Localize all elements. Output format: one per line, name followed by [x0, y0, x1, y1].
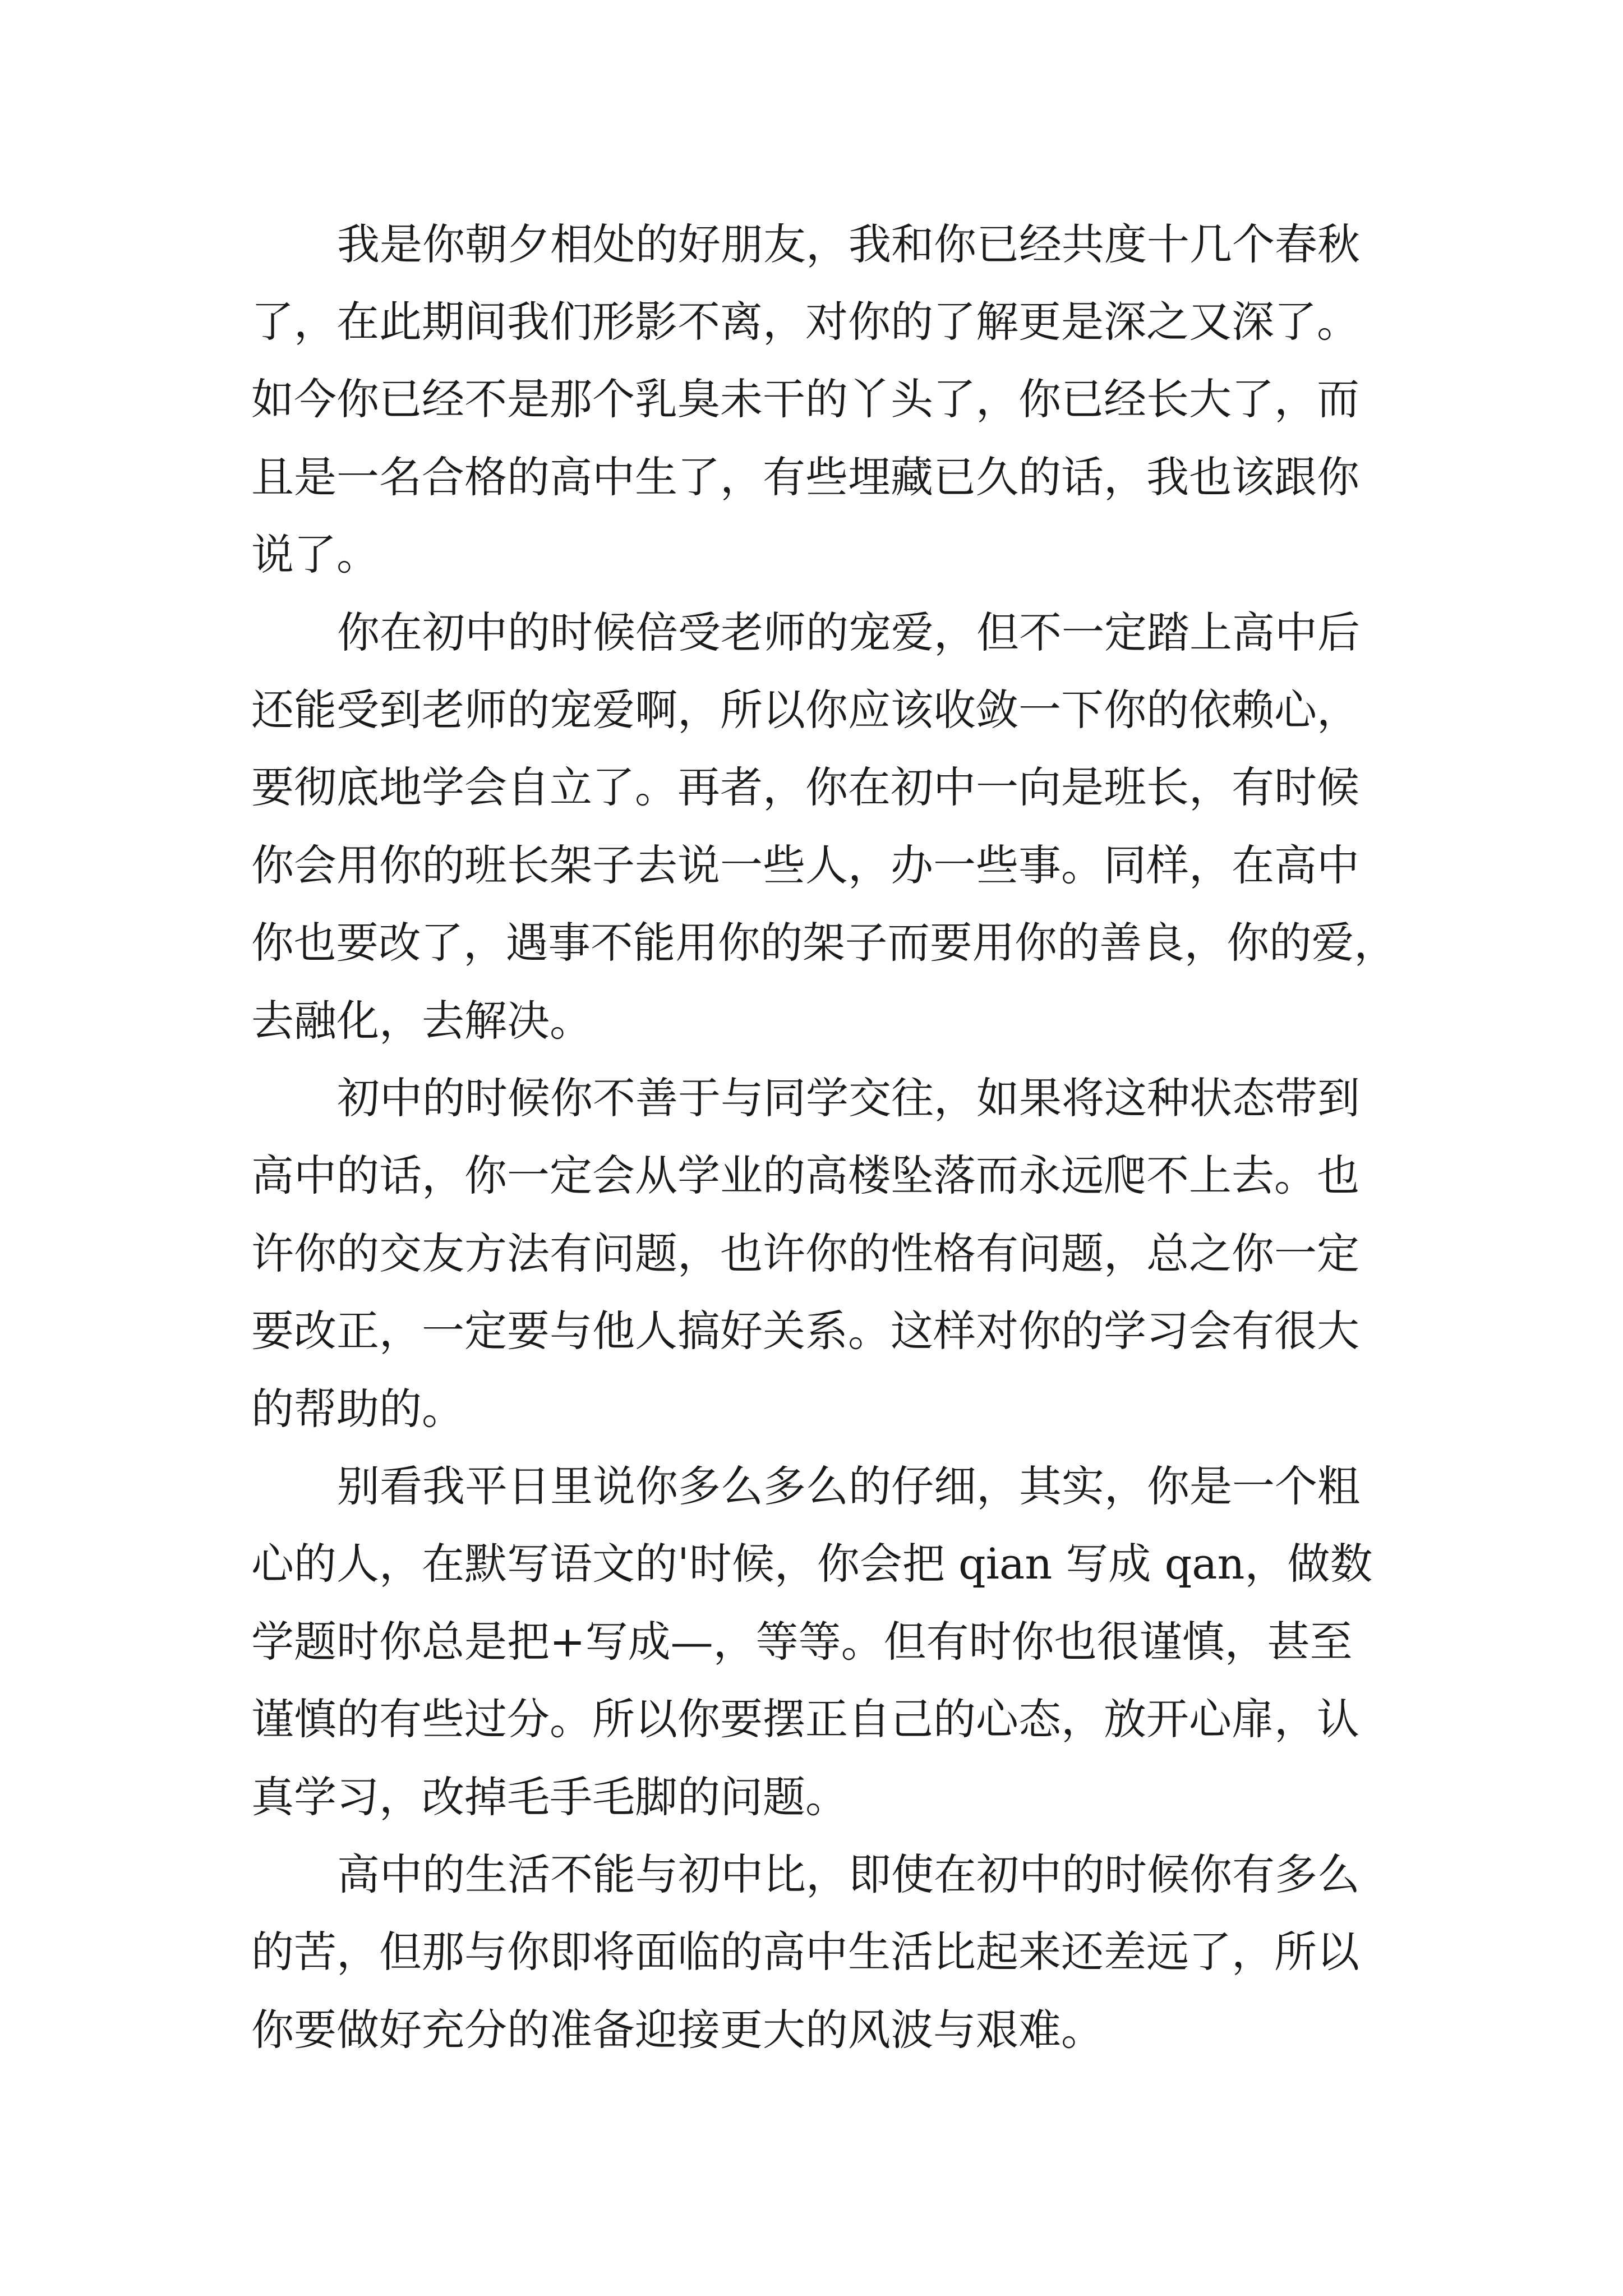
- line-text: 要改正，一定要与他人搞好关系。这样对你的学习会有很大: [251, 1306, 1359, 1356]
- line-text: 你会用你的班长架子去说一些人，办一些事。同样，在高中: [251, 840, 1359, 890]
- line-text: 要彻底地学会自立了。再者，你在初中一向是班长，有时候: [251, 762, 1359, 812]
- line-text: 许你的交友方法有问题，也许你的性格有问题，总之你一定: [251, 1228, 1359, 1278]
- paragraph-4-line-1: [0, 1447, 1623, 1526]
- line-text: 的帮助的。: [251, 1384, 464, 1434]
- line-text: 去融化，去解决。: [251, 996, 592, 1046]
- paragraph-2-line-4: [0, 826, 1623, 905]
- paragraph-3-line-5: [0, 1370, 1623, 1448]
- line-text: 我是你朝夕相处的好朋友，我和你已经共度十几个春秋: [337, 219, 1360, 269]
- line-text: 还能受到老师的宠爱啊，所以你应该收敛一下你的依赖心，: [251, 685, 1359, 735]
- paragraph-3-line-1: [0, 1059, 1623, 1138]
- line-text: 谨慎的有些过分。所以你要摆正自己的心态，放开心扉，认: [251, 1694, 1359, 1744]
- paragraph-1-line-5: [0, 516, 1623, 594]
- line-text: 学题时你总是把+写成—，等等。但有时你也很谨慎，甚至: [251, 1617, 1353, 1667]
- paragraph-5-line-2: [0, 1913, 1623, 1991]
- paragraph-2-line-1: [0, 593, 1623, 672]
- paragraph-3-line-3: [0, 1214, 1623, 1293]
- paragraph-5-line-1: [0, 1835, 1623, 1914]
- line-text: 高中的话，你一定会从学业的高楼坠落而永远爬不上去。也: [251, 1151, 1359, 1200]
- line-text: 你要做好充分的准备迎接更大的风波与艰难。: [251, 2005, 1104, 2055]
- line-text: 且是一名合格的高中生了，有些埋藏已久的话，我也该跟你: [251, 452, 1359, 502]
- line-text: 心的人，在默写语文的'时候，你会把 qian 写成 qan，做数: [251, 1539, 1373, 1589]
- line-text: 的苦，但那与你即将面临的高中生活比起来还差远了，所以: [251, 1927, 1359, 1977]
- line-text: 你在初中的时候倍受老师的宠爱，但不一定踏上高中后: [337, 608, 1360, 657]
- paragraph-1-line-1: [0, 205, 1623, 284]
- paragraph-2-line-2: [0, 671, 1623, 749]
- paragraph-1-line-2: [0, 283, 1623, 361]
- paragraph-3-line-2: [0, 1137, 1623, 1215]
- paragraph-1-line-3: [0, 360, 1623, 439]
- paragraph-2-line-6: [0, 982, 1623, 1060]
- paragraph-4-line-5: [0, 1758, 1623, 1837]
- paragraph-5-line-3: [0, 1991, 1623, 2069]
- line-text: 真学习，改掉毛手毛脚的问题。: [251, 1772, 848, 1822]
- paragraph-3-line-4: [0, 1292, 1623, 1370]
- line-text: 别看我平日里说你多么多么的仔细，其实，你是一个粗: [337, 1461, 1360, 1511]
- paragraph-1-line-4: [0, 438, 1623, 517]
- paragraph-2-line-3: [0, 748, 1623, 827]
- paragraph-4-line-4: [0, 1680, 1623, 1759]
- line-text: 高中的生活不能与初中比，即使在初中的时候你有多么: [337, 1849, 1360, 1899]
- paragraph-4-line-2: [0, 1525, 1623, 1603]
- paragraph-4-line-3: [0, 1603, 1623, 1681]
- line-text: 如今你已经不是那个乳臭未干的丫头了，你已经长大了，而: [251, 374, 1359, 424]
- line-text: 了，在此期间我们形影不离，对你的了解更是深之又深了。: [251, 297, 1359, 347]
- line-text: 初中的时候你不善于与同学交往，如果将这种状态带到: [337, 1073, 1360, 1123]
- line-text: 说了。: [251, 530, 379, 579]
- paragraph-2-line-5: [0, 904, 1623, 982]
- line-text: 你也要改了，遇事不能用你的架子而要用你的善良，你的爱，: [251, 918, 1396, 968]
